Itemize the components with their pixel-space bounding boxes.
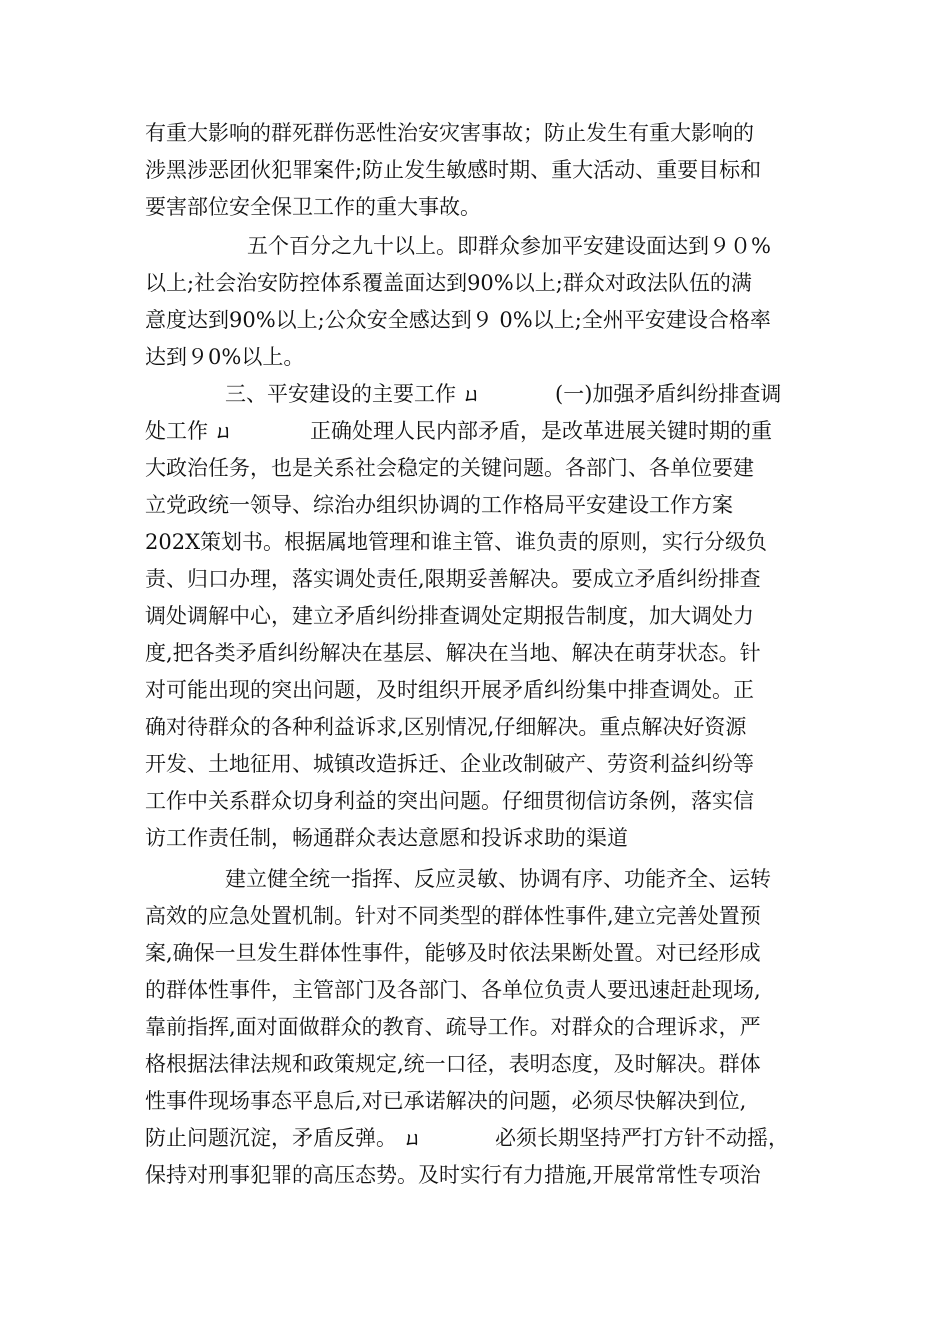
paragraph-line: 大政治任务，也是关系社会稳定的关键问题。各部门、各单位要建	[145, 456, 754, 480]
paragraph-line: 高效的应急处置机制。针对不同类型的群体性事件,建立完善处置预	[145, 904, 761, 928]
paragraph-line: 调处调解中心，建立矛盾纠纷排查调处定期报告制度，加大调处力	[145, 604, 754, 628]
paragraph-line: 访工作责任制，畅通群众表达意愿和投诉求助的渠道	[145, 826, 628, 850]
paragraph-line: 对可能出现的突出问题，及时组织开展矛盾纠纷集中排查调处。正	[145, 678, 754, 702]
paragraph-line-text: 防止问题沉淀，矛盾反弹。	[145, 1126, 397, 1150]
subsection-heading-cont: 处工作	[145, 419, 208, 443]
paragraph-line: 度,把各类矛盾纠纷解决在基层、解决在当地、解决在萌芽状态。针	[145, 641, 761, 665]
paragraph-line: 建立健全统一指挥、反应灵敏、协调有序、功能齐全、运转	[225, 867, 771, 891]
paragraph-line: 要害部位安全保卫工作的重大事故。	[145, 195, 481, 219]
paragraph-line: 涉黑涉恶团伙犯罪案件;防止发生敏感时期、重大活动、重要目标和	[145, 158, 762, 182]
section-heading-line	[225, 377, 495, 411]
paragraph-line: 格根据法律法规和政策规定,统一口径，表明态度，及时解决。群体	[145, 1052, 761, 1076]
paragraph-line: 开发、土地征用、城镇改造拆迁、企业改制破产、劳资利益纠纷等	[145, 752, 754, 776]
paragraph-line: 案,确保一旦发生群体性事件，能够及时依法果断处置。对已经形成	[145, 941, 761, 965]
marker-glyph: ㄩ	[214, 422, 233, 443]
paragraph-line: 确对待群众的各种利益诉求,区别情况,仔细解决。重点解决好资源	[145, 715, 747, 739]
marker-glyph: ㄩ	[403, 1129, 422, 1150]
paragraph-line: 工作中关系群众切身利益的突出问题。仔细贯彻信访条例，落实信	[145, 789, 754, 813]
subsection-heading: (一)加强矛盾纠纷排查调	[555, 382, 782, 406]
paragraph-line: 的群体性事件，主管部门及各部门、各单位负责人要迅速赶赴现场,	[145, 978, 761, 1002]
subsection-heading-line	[145, 414, 285, 448]
paragraph-line: 有重大影响的群死群伤恶性治安灾害事故；防止发生有重大影响的	[145, 121, 754, 145]
marker-glyph: ㄩ	[462, 385, 481, 406]
paragraph-line: 保持对刑事犯罪的高压态势。及时实行有力措施,开展常常性专项治	[145, 1163, 761, 1187]
section-heading: 三、平安建设的主要工作	[225, 382, 456, 406]
paragraph-line: 202X策划书。根据属地管理和谁主管、谁负责的原则，实行分级负	[145, 530, 768, 554]
paragraph-line: 性事件现场事态平息后,对已承诺解决的问题，必须尽快解决到位,	[145, 1089, 747, 1113]
paragraph-line: 五个百分之九十以上。即群众参加平安建设面达到９０%	[247, 234, 771, 258]
paragraph-line: 正确处理人民内部矛盾，是改革进展关键时期的重	[310, 419, 772, 443]
paragraph-line: 必须长期坚持严打方针不动摇，	[495, 1126, 789, 1150]
paragraph-line: 以上;社会治安防控体系覆盖面达到90%以上;群众对政法队伍的满	[145, 271, 752, 295]
paragraph-line: 靠前指挥,面对面做群众的教育、疏导工作。对群众的合理诉求，严	[145, 1015, 761, 1039]
paragraph-line: 达到９0%以上。	[145, 345, 305, 369]
paragraph-line: 责、归口办理，落实调处责任,限期妥善解决。要成立矛盾纠纷排查	[145, 567, 761, 591]
paragraph-line	[145, 1121, 435, 1155]
paragraph-line: 意度达到90%以上;公众安全感达到９ 0%以上;全州平安建设合格率	[145, 308, 771, 332]
paragraph-line: 立党政统一领导、综治办组织协调的工作格局平安建设工作方案	[145, 493, 733, 517]
